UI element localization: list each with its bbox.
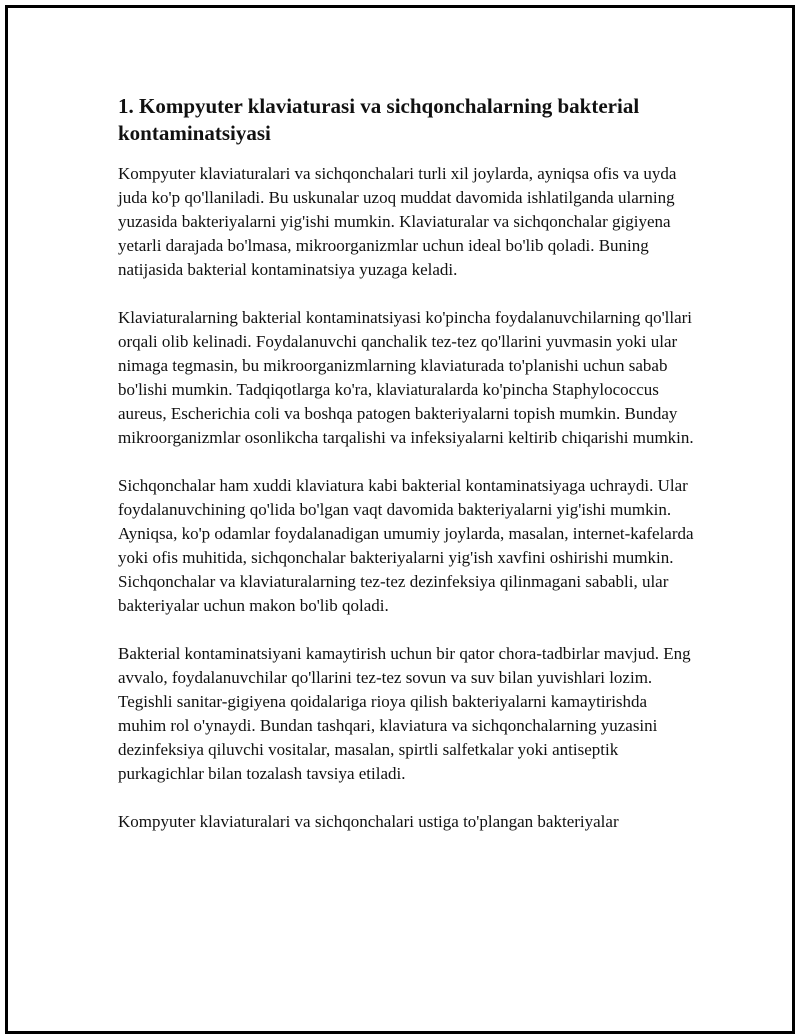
paragraph-3: Sichqonchalar ham xuddi klaviatura kabi bakterial kontaminatsiyaga uchraydi. Ular foydalanuvchining qo'lida bo'lgan vaqt davomida bakteriyalarni yig'ishi mumkin. Ayniqsa, ko'p odamlar foydalanadigan umumiy joylarda, masalan, internet-kafelarda yoki ofis muhitida, sichqonchalar bakteriyalarni yig'ish xavfini oshirishi mumkin. Sichqonchalar va klaviaturalarning tez-tez dezinfeksiya qilinmagani sababli, ular bakteriyalar uchun makon bo'lib qoladi.: [118, 476, 694, 615]
paragraph-5: Kompyuter klaviaturalari va sichqonchalari ustiga to'plangan bakteriyalar: [118, 812, 619, 831]
paragraph-2: Klaviaturalarning bakterial kontaminatsiyasi ko'pincha foydalanuvchilarning qo'llari orqali olib kelinadi. Foydalanuvchi qanchalik tez-tez qo'llarini yuvmasin yoki ular nimaga tegmasin, bu mikroorganizmlarning klaviaturada to'planishi uchun sabab bo'lishi mumkin. Tadqiqotlarga ko'ra, klaviaturalarda ko'pincha Staphylococcus aureus, Escherichia coli va boshqa patogen bakteriyalarni topish mumkin. Bunday mikroorganizmlar osonlikcha tarqalishi va infeksiyalarni keltirib chiqarishi mumkin.: [118, 308, 694, 447]
paragraph-1: Kompyuter klaviaturalari va sichqonchalari turli xil joylarda, ayniqsa ofis va uyda juda ko'p qo'llaniladi. Bu uskunalar uzoq muddat davomida ishlatilganda ularning yuzasida bakteriyalarni yig'ishi mumkin. Klaviaturalar va sichqonchalar gigiyena yetarli darajada bo'lmasa, mikroorganizmlar uchun ideal bo'lib qoladi. Buning natijasida bakterial kontaminatsiya yuzaga keladi.: [118, 164, 677, 279]
document-body: [118, 93, 698, 858]
paragraph-4: Bakterial kontaminatsiyani kamaytirish uchun bir qator chora-tadbirlar mavjud. Eng avvalo, foydalanuvchilar qo'llarini tez-tez sovun va suv bilan yuvishlari lozim. Tegishli sanitar-gigiyena qoidalariga rioya qilish bakteriyalarni kamaytirishda muhim rol o'ynaydi. Bundan tashqari, klaviatura va sichqonchalarning yuzasini dezinfeksiya qiluvchi vositalar, masalan, spirtli salfetkalar yoki antiseptik purkagichlar bilan tozalash tavsiya etiladi.: [118, 644, 691, 783]
section-heading: 1. Kompyuter klaviaturasi va sichqonchalarning bakterial kontaminatsiyasi: [118, 94, 640, 145]
